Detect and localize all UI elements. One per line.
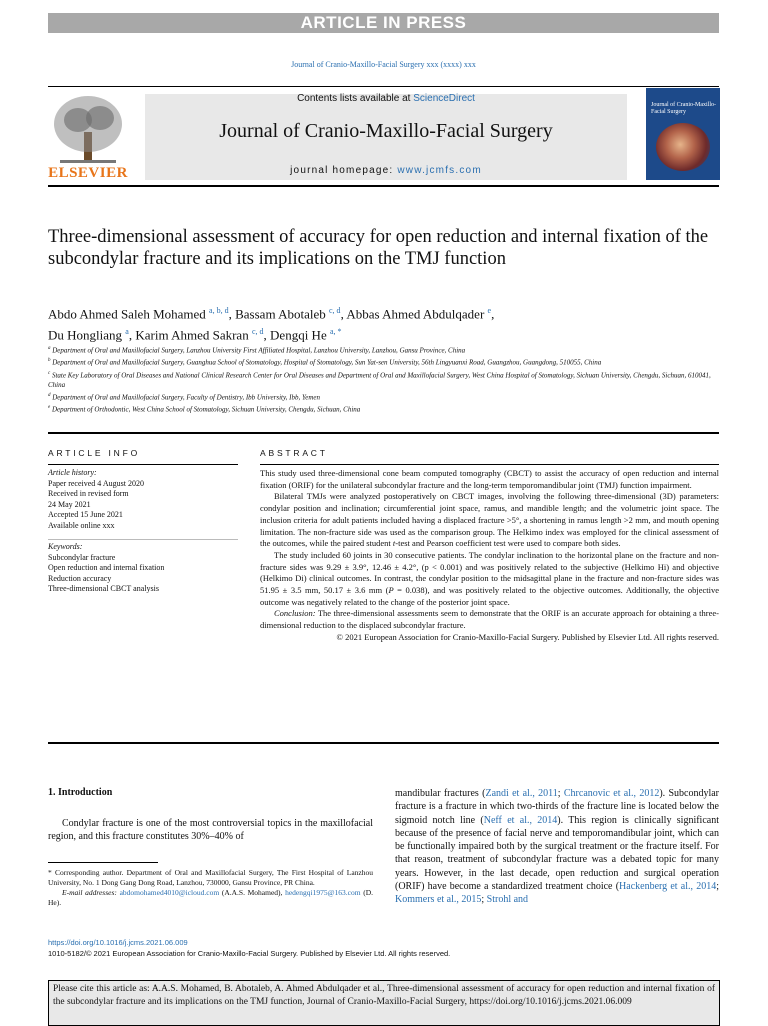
intro-right-text: mandibular fractures (Zandi et al., 2011; Chrcanovic et al., 2012). Subcondylar fracture is a fracture in which two-thirds of the fracture line is located below the sigmoid notch line (Neff et al., 2014). This region is clinically significant because of the presence of facial nerve and temporomandibular joint, which can be functionally impaired both by the surgical treatment or the fracture itself. For that reason, treatment of subcondylar fracture was a debated topic for many years. However, in the last decade, open reduction and surgical operation (ORIF) have become a standardized treatment choice (Hackenberg et al., 2014; Kommers et al., 2015; Strohl and xyxy=(395,788,720,906)
affiliations xyxy=(48,344,728,416)
history-item: 24 May 2021 xyxy=(48,499,91,509)
keyword-item: Three-dimensional CBCT analysis xyxy=(48,584,159,593)
keyword-item: Open reduction and internal fixation xyxy=(48,563,165,572)
homepage-prefix: journal homepage: xyxy=(290,165,398,176)
citation-link[interactable]: Chrcanovic et al., 2012 xyxy=(563,788,660,799)
article-info-heading: ARTICLE INFO xyxy=(48,448,141,458)
contents-line xyxy=(145,93,627,104)
info-divider xyxy=(48,539,238,540)
author-affiliation-marker[interactable]: a xyxy=(125,327,129,337)
header-bottom-rule xyxy=(48,185,719,187)
abstract-rule xyxy=(260,464,719,465)
issn-copyright: 1010-5182/© 2021 European Association for Cranio-Maxillo-Facial Surgery. Published by Elsevier Ltd. All rights reserved. xyxy=(48,949,451,958)
affiliation-item: $^c$ State Key Laboratory of Oral Diseases and National Clinical Research Center for Oral Diseases and Department of Oral and Maxillofacial Surgery, West China Hospital of Stomatology, Sichuan University, Chengdu, Sichuan, 610041, China xyxy=(48,370,711,389)
article-in-press-banner: ARTICLE IN PRESS xyxy=(48,13,719,33)
article-info-column xyxy=(48,448,238,595)
abstract-text xyxy=(260,468,719,644)
header-top-rule xyxy=(48,86,719,87)
abstract-paragraph-1: This study used three-dimensional cone beam computed tomography (CBCT) to assist the accuracy of open reduction and internal fixation (ORIF) for the unilateral subcondylar fracture and the long-term temporomandibular joint (TMJ) function impairment. xyxy=(260,468,719,490)
citation-link[interactable]: Neff et al., 2014 xyxy=(483,814,558,826)
history-item: Received in revised form xyxy=(48,489,129,498)
email-link[interactable]: hedengqi1975@163.com xyxy=(285,888,361,897)
keywords-block xyxy=(48,542,238,595)
author-name[interactable]: Karim Ahmed Sakran xyxy=(135,327,252,343)
cover-illustration xyxy=(656,123,710,171)
citation-link[interactable]: Hackenberg et al., 2014 xyxy=(619,881,717,893)
author-name[interactable]: Dengqi He xyxy=(270,327,330,343)
email-link[interactable]: abdomohamed4010@icloud.com xyxy=(119,888,220,897)
citation-link[interactable]: Strohl and xyxy=(486,894,529,906)
journal-homepage xyxy=(145,165,627,176)
doi-link[interactable]: https://doi.org/10.1016/j.jcms.2021.06.009 xyxy=(48,938,188,947)
author-affiliation-marker[interactable]: c, d xyxy=(329,306,341,315)
journal-cover-image xyxy=(646,88,720,180)
affiliation-item: $^b$ Department of Oral and Maxillofacial Surgery, Guanghua School of Stomatology, Hospital of Stomatology, Sun Yat-sen University, 56th Lingyuanxi Road, Guangzhou, Guangdong, 510055, China xyxy=(48,358,602,367)
intro-heading: 1. Introduction xyxy=(48,787,113,798)
author-affiliation-marker[interactable]: a, b, d xyxy=(209,306,229,315)
keywords-label: Keywords: xyxy=(48,542,83,551)
affiliation-rule xyxy=(48,432,719,434)
author-name[interactable]: Abbas Ahmed Abdulqader xyxy=(346,306,488,322)
contents-prefix: Contents lists available at xyxy=(297,93,414,104)
sciencedirect-link[interactable]: ScienceDirect xyxy=(413,93,475,104)
author-list: Abdo Ahmed Saleh Mohamed $^{a, b, d}$, Bassam Abotaleb $^{c, d}$, Abbas Ahmed Abdulqader $^e$, Du Hongliang $^a$, Karim Ahmed Sakran $^{c, d}$, Dengqi He $^{a, *}$ xyxy=(48,306,495,343)
journal-reference-link[interactable]: Journal of Cranio-Maxillo-Facial Surgery xxx (xxxx) xxx xyxy=(291,60,476,69)
footnote-text: * Corresponding author. Department of Oral and Maxillofacial Surgery, The First Hospital of Lanzhou University, No. 1 Dong Gang Dong Road, Lanzhou, 730000, Gansu Province, PR China. xyxy=(48,868,373,887)
history-item: Accepted 15 June 2021 xyxy=(48,510,123,519)
author-affiliation-marker[interactable]: c, d xyxy=(251,327,264,337)
history-item: Available online xxx xyxy=(48,520,115,530)
article-info-rule xyxy=(48,464,238,465)
citation-link[interactable]: Kommers et al., 2015 xyxy=(395,894,482,906)
history-item: Paper received 4 August 2020 xyxy=(48,478,144,488)
intro-left-text: Condylar fracture is one of the most controversial topics in the maxillofacial region, and this fracture constitutes 30%–40% of xyxy=(48,818,373,843)
author-name[interactable]: Bassam Abotaleb xyxy=(235,306,329,322)
elsevier-wordmark: ELSEVIER xyxy=(48,165,128,181)
affiliation-item: $^d$ Department of Oral and Maxillofacial Surgery, Faculty of Dentistry, Ibb University, Ibb, Yemen xyxy=(48,392,321,402)
footnote-rule xyxy=(48,862,158,863)
keyword-item: Subcondylar fracture xyxy=(48,552,116,562)
affiliation-item: $^a$ Department of Oral and Maxillofacial Surgery, Lanzhou University First Affiliated Hospital, Lanzhou University, Lanzhou, Gansu Province, China xyxy=(48,346,466,355)
article-history xyxy=(48,468,238,531)
cover-title: Journal of Cranio-Maxillo-Facial Surgery xyxy=(651,102,716,115)
affiliation-item: $^e$ Department of Orthodontic, West China School of Stomatology, Sichuan University, Chengdu, Sichuan, China xyxy=(48,405,361,414)
footnote-emails: E-mail addresses: abdomohamed4010@icloud.com (A.A.S. Mohamed), hedengqi1975@163.com (D. He). xyxy=(48,888,373,907)
abstract-paragraph-2: Bilateral TMJs were analyzed postoperatively on CBCT images, involving the following three-dimensional (3D) parameters: condylar position and inclination; circumferential joint space, ramus, and mandible length; and the volumetric joint space. The inclusion criteria for adult patients included having a displaced fracture >5°, a shortening in ramus length >2 mm, and mouth opening limitation. The non-fracture side was used as the comparison group. The Helkimo index was employed for the clinical assessment of the outcomes, while the paired student t-test and Pearson coefficient test were used to compare both sides. xyxy=(260,491,719,549)
abstract-column xyxy=(260,448,719,644)
keyword-item: Reduction accuracy xyxy=(48,573,112,583)
author-name[interactable]: Abdo Ahmed Saleh Mohamed xyxy=(48,306,210,322)
abstract-paragraph-3: The study included 60 joints in 30 consecutive patients. The condylar inclination to the horizontal plane on the fracture and non-fracture sides was 9.29 ± 3.9°, 12.46 ± 4.2°, (p < 0.001) and was positively related to the subjective (Helkimo Hi) and objective (Helkimo Di) clinical outcomes. In contrast, the condylar position to the midsagittal plane in the fracture and non-fracture sides was 51.95 ± 3.5 mm, 50.17 ± 3.6 mm (P = 0.038), and was positively related to the objective outcomes. Additionally, the objective outcome was negatively related to the change of the posterior joint space. xyxy=(260,549,719,607)
abstract-copyright: © 2021 European Association for Cranio-Maxillo-Facial Surgery. Published by Elsevier Ltd. All rights reserved. xyxy=(336,631,719,642)
history-label: Article history: xyxy=(48,468,97,477)
abstract-conclusion: Conclusion: The three-dimensional assessments seem to demonstrate that the ORIF is an accurate approach for obtaining a three-dimensional reduction to the displaced subcondylar fracture. xyxy=(260,608,719,631)
journal-title: Journal of Cranio-Maxillo-Facial Surgery xyxy=(219,120,553,142)
citation-link[interactable]: Zandi et al., 2011 xyxy=(485,788,558,799)
author-affiliation-marker[interactable]: e xyxy=(487,306,492,315)
citation-box: Please cite this article as: A.A.S. Mohamed, B. Abotaleb, A. Ahmed Abdulqader et al., Three-dimensional assessment of accuracy for open reduction and internal fixation of the subcondylar fracture and its implications on the TMJ function, Journal of Cranio-Maxillo-Facial Surgery, https://doi.org/10.1016/j.jcms.2021.06.009 xyxy=(48,980,720,1026)
author-name[interactable]: Du Hongliang xyxy=(48,327,126,343)
article-title: Three-dimensional assessment of accuracy for open reduction and internal fixation of the subcondylar fracture and its implications on the TMJ function xyxy=(48,227,709,269)
abstract-bottom-rule xyxy=(48,742,719,744)
author-affiliation-marker[interactable]: a, * xyxy=(329,327,342,337)
abstract-heading: ABSTRACT xyxy=(260,448,328,458)
corresponding-author-footnote xyxy=(48,868,373,908)
homepage-link[interactable]: www.jcmfs.com xyxy=(397,165,482,176)
